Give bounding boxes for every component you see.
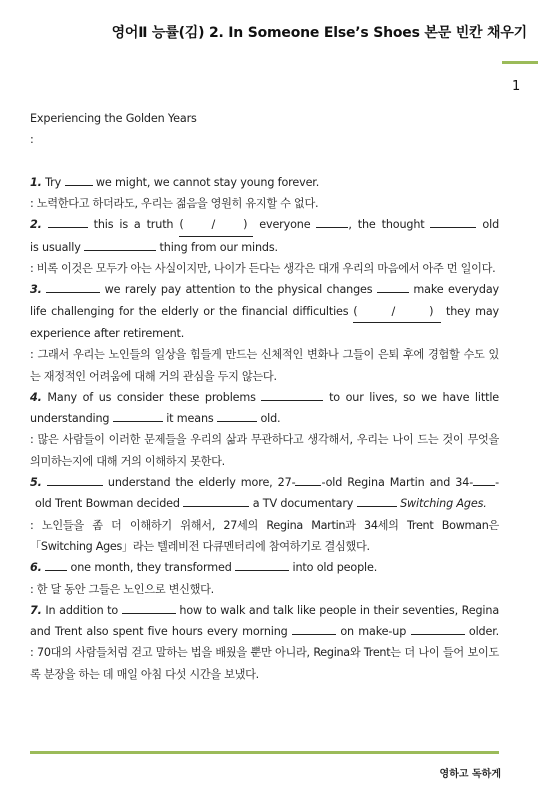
fill-blank[interactable]	[65, 174, 93, 186]
item-3-english-line-2: life challenging for the elderly or the financial difficulties ( / ) they may	[30, 301, 499, 323]
item-5-english-line-1: 5. understand the elderly more, 27- -old Regina Martin and 34- -	[30, 476, 499, 490]
item-number: 3.	[30, 283, 42, 297]
page-number: 1	[512, 79, 521, 94]
item-5-english-line-2: old Trent Bowman decided a TV documentary Switching Ages.	[35, 497, 487, 511]
item-6-english: 6. one month, they transformed into old people.	[30, 561, 378, 575]
fill-blank[interactable]	[357, 495, 397, 507]
footer-divider	[30, 751, 499, 754]
fill-blank[interactable]	[47, 474, 103, 486]
item-number: 6.	[30, 561, 42, 575]
item-2-korean: : 비록 이것은 모두가 아는 사실이지만, 나이가 든다는 생각은 대개 우리의 마음에서 아주 먼 일이다.	[30, 262, 496, 276]
section-subtitle-colon: :	[30, 133, 34, 147]
item-3-english-line-3: experience after retirement.	[30, 326, 185, 340]
item-number: 2.	[30, 218, 42, 232]
section-title: Experiencing the Golden Years	[30, 112, 197, 125]
item-number: 5.	[30, 476, 42, 490]
item-4-korean: : 많은 사람들이 이러한 문제들을 우리의 삶과 무관하다고 생각해서, 우리는 나이 드는 것이 무엇을 의미하는지에 대해 거의 이해하지 못한다.	[30, 433, 499, 468]
item-number: 7.	[30, 603, 42, 617]
item-4-english-line-1: 4. Many of us consider these problems to our lives, so we have little	[30, 390, 500, 404]
fill-blank[interactable]	[235, 559, 289, 571]
item-3-korean: : 그래서 우리는 노인들의 일상을 힘들게 만드는 신체적인 변화나 그들이 은퇴 후에 경험할 수도 있는 재정적인 어려움에 대해 거의 관심을 두지 않는다.	[30, 348, 499, 383]
fill-blank[interactable]	[45, 559, 67, 571]
item-1-korean: : 노력한다고 하더라도, 우리는 젊음을 영원히 유지할 수 없다.	[30, 197, 319, 211]
fill-blank[interactable]	[261, 389, 323, 401]
item-number: 1.	[30, 175, 42, 189]
fill-blank[interactable]	[122, 602, 176, 614]
item-2-english-line-2: is usually thing from our minds.	[30, 240, 278, 254]
fill-blank[interactable]	[316, 216, 348, 228]
fill-blank-pair[interactable]: ( / )	[353, 301, 441, 323]
item-3-english-line-1: 3. we rarely pay attention to the physical changes make everyday	[30, 283, 499, 297]
page-title: 영어Ⅱ 능률(김) 2. In Someone Else’s Shoes 본문 빈칸 채우기	[111, 25, 527, 41]
item-1-english: 1. Try we might, we cannot stay young forever.	[30, 175, 320, 189]
fill-blank-pair[interactable]: ( / )	[179, 214, 253, 236]
item-4-english-line-2: understanding it means old.	[30, 412, 281, 426]
worksheet-body	[30, 108, 499, 685]
fill-blank[interactable]	[84, 239, 156, 251]
fill-blank[interactable]	[411, 623, 465, 635]
fill-blank[interactable]	[46, 281, 100, 293]
item-7-english-line-1: 7. In addition to how to walk and talk like people in their seventies, Regina	[30, 603, 500, 617]
item-6-korean: : 한 달 동안 그들은 노인으로 변신했다.	[30, 582, 214, 596]
item-number: 4.	[30, 390, 42, 404]
footer-text: 영하고 독하게	[439, 769, 501, 780]
fill-blank[interactable]	[377, 281, 409, 293]
fill-blank[interactable]	[183, 495, 249, 507]
item-7-korean: : 70대의 사람들처럼 걷고 말하는 법을 배웠을 뿐만 아니라, Regina와 Trent는 더 나이 들어 보이도록 분장을 하는 데 매일 아침 다섯 시간을 보냈다.	[30, 646, 499, 681]
spacer	[30, 151, 499, 172]
fill-blank[interactable]	[295, 474, 321, 486]
item-5-korean: : 노인들을 좀 더 이해하기 위해서, 27세의 Regina Martin과 34세의 Trent Bowman은 「Switching Ages」라는 텔레비전 다큐멘터리에 참여하기로 결심했다.	[30, 518, 499, 553]
fill-blank[interactable]	[292, 623, 336, 635]
header-divider	[502, 61, 538, 64]
item-2-english-line-1: 2. this is a truth ( / ) everyone , the thought old	[30, 214, 499, 236]
fill-blank[interactable]	[48, 216, 88, 228]
item-7-english-line-2: and Trent also spent five hours every morning on make-up older.	[30, 625, 500, 639]
fill-blank[interactable]	[473, 474, 495, 486]
fill-blank[interactable]	[113, 410, 163, 422]
fill-blank[interactable]	[430, 216, 476, 228]
fill-blank[interactable]	[217, 410, 257, 422]
